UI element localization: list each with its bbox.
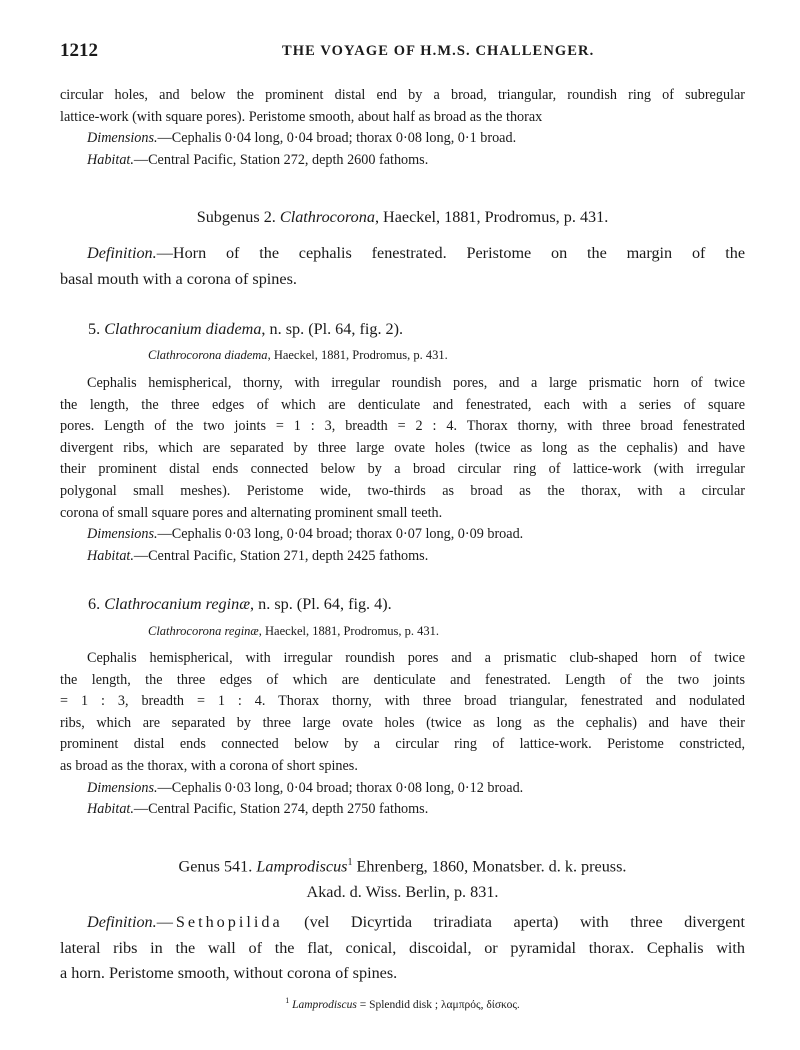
synonym-line-5: Clathrocorona diadema, Haeckel, 1881, Prodromus, p. 431.: [148, 348, 448, 362]
genus-heading-line-1: Genus 541. Lamprodiscus$^1$ Ehrenberg, 1860, Monatsber. d. k. preuss.: [178, 857, 627, 876]
text-line: corona of small square pores and alternating prominent small teeth.: [60, 504, 443, 521]
species-description-6: [60, 648, 745, 821]
species-heading-5: 5. Clathrocanium diadema, n. sp. (Pl. 64, fig. 2).: [88, 320, 404, 338]
habitat-line: Habitat.—Central Pacific, Station 271, depth 2425 fathoms.: [87, 547, 429, 564]
text-line: their prominent distal ends connected below by a broad circular ring of lattice-work (with irregular: [60, 461, 745, 478]
text-line: Cephalis hemispherical, thorny, with irregular roundish pores, and a large prismatic horn of twice: [87, 375, 745, 391]
page-header: [60, 40, 742, 64]
species-heading-6: 6. Clathrocanium reginæ, n. sp. (Pl. 64, fig. 4).: [88, 595, 392, 613]
dimensions-line: Dimensions.—Cephalis 0·03 long, 0·04 broad; thorax 0·08 long, 0·12 broad.: [87, 779, 524, 796]
dimensions-line: Dimensions.—Cephalis 0·03 long, 0·04 broad; thorax 0·07 long, 0·09 broad.: [87, 526, 524, 543]
text-line: Definition.—Horn of the cephalis fenestrated. Peristome on the margin of the: [87, 244, 745, 262]
genus-definition: [60, 910, 745, 987]
species-description-5: [60, 373, 745, 567]
subgenus-heading: Subgenus 2. Clathrocorona, Haeckel, 1881, Prodromus, p. 431.: [196, 208, 609, 226]
running-title: THE VOYAGE OF H.M.S. CHALLENGER.: [282, 43, 595, 59]
footnote-term: Lamprodiscus: [292, 998, 357, 1011]
footnote-text: = Splendid disk ; λαμπρός, δίσκος.: [356, 998, 520, 1011]
subgenus-definition: [60, 241, 745, 292]
text-line: Definition.—Sethopilida (vel Dicyrtida triradiata aperta) with three divergent: [87, 913, 745, 931]
footnote: [60, 990, 745, 1016]
page-number: 1212: [60, 40, 98, 61]
text-line: the length, the three edges of which are denticulate and fenestrated. Length of the two joints: [60, 671, 745, 688]
synonym-line-6: Clathrocorona reginæ, Haeckel, 1881, Prodromus, p. 431.: [148, 624, 439, 638]
text-line: circular holes, and below the prominent distal end by a broad, triangular, roundish ring of subregular: [60, 87, 745, 103]
text-line: Cephalis hemispherical, with irregular roundish pores and a prismatic club-shaped horn of twice: [87, 650, 745, 666]
text-line: lateral ribs in the wall of the flat, conical, discoidal, or pyramidal thorax. Cephalis with: [60, 938, 745, 957]
text-line: divergent ribs, which are separated by three large ovate holes (twice as long as the cephalis) and have: [60, 439, 745, 456]
habitat-line: Habitat.—Central Pacific, Station 272, depth 2600 fathoms.: [87, 151, 429, 168]
text-line: the length, the three edges of which are denticulate and fenestrated, each with a series of square: [60, 396, 745, 413]
continued-description: [60, 85, 745, 171]
text-line: pores. Length of the two joints = 1 : 3, breadth = 2 : 4. Thorax thorny, with three broad fenestrated: [60, 418, 745, 435]
text-line: basal mouth with a corona of spines.: [60, 269, 297, 288]
footnote-marker: 1: [285, 996, 290, 1005]
dimensions-line: Dimensions.—Cephalis 0·04 long, 0·04 broad; thorax 0·08 long, 0·1 broad.: [87, 130, 517, 147]
footnote-reference: 1: [347, 857, 353, 868]
genus-heading: [60, 850, 745, 905]
habitat-line: Habitat.—Central Pacific, Station 274, depth 2750 fathoms.: [87, 801, 429, 818]
text-line: ribs, which are separated by three large ovate holes (twice as long as the cephalis) and have their: [60, 714, 745, 731]
text-line: prominent distal ends connected below by a circular ring of lattice-work. Peristome constricted,: [60, 736, 745, 753]
text-line: lattice-work (with square pores). Peristome smooth, about half as broad as the thorax: [60, 108, 543, 125]
genus-heading-line-2: Akad. d. Wiss. Berlin, p. 831.: [306, 882, 499, 901]
text-line: as broad as the thorax, with a corona of short spines.: [60, 757, 358, 774]
text-line: = 1 : 3, breadth = 1 : 4. Thorax thorny, with three broad triangular, fenestrated and nodulated: [60, 693, 745, 710]
text-line: polygonal small meshes). Peristome wide, two-thirds as broad as the thorax, with a circular: [60, 482, 745, 499]
text-line: a horn. Peristome smooth, without corona of spines.: [60, 964, 398, 982]
